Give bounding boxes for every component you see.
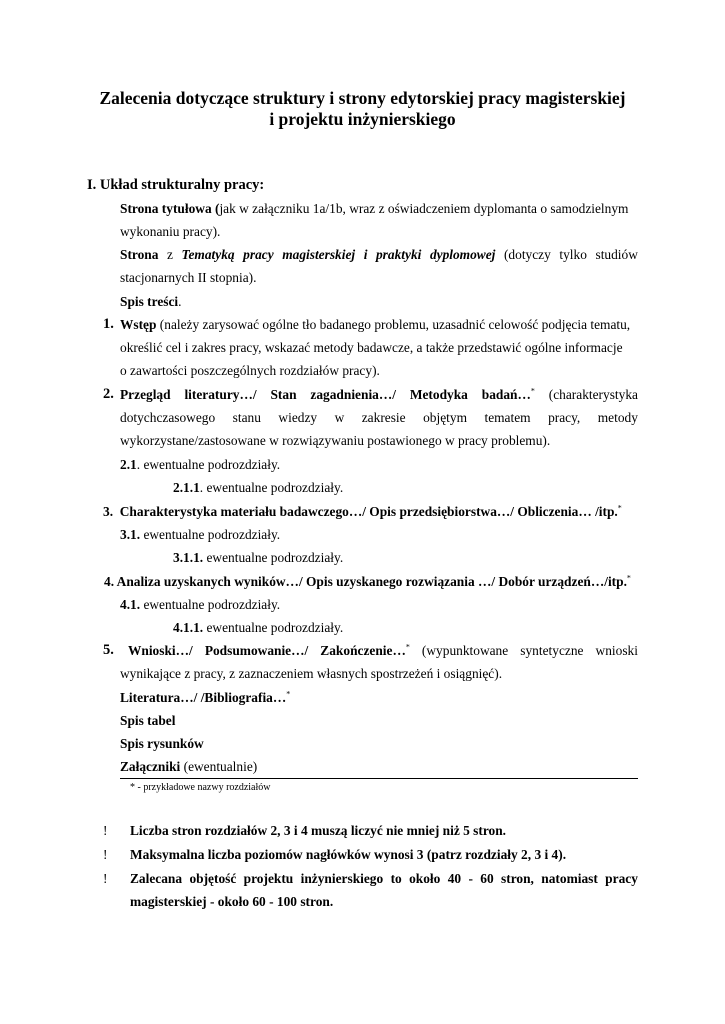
footnote: * - przykładowe nazwy rozdziałów: [130, 782, 271, 793]
literatura-label: Literatura…/ /Bibliografia…: [120, 690, 287, 705]
word: projektu: [243, 871, 294, 886]
word: w: [334, 410, 345, 425]
word: Strona: [120, 247, 159, 262]
word: metody: [597, 410, 638, 425]
literatura: [120, 689, 290, 706]
subsubsection-text: ewentualne podrozdziały.: [203, 550, 344, 565]
word: 60: [480, 871, 494, 886]
word: Zalecana: [130, 871, 183, 886]
word: stanu: [232, 410, 261, 425]
item-1-number: 1.: [103, 316, 114, 332]
subsubsection-text: . ewentualne podrozdziały.: [199, 480, 344, 495]
word: praktyki: [375, 247, 422, 262]
note-1-mark: !: [103, 823, 108, 838]
word: około: [409, 871, 441, 886]
footnote-star: *: [617, 503, 622, 513]
word: pracy: [605, 871, 638, 886]
subsubsection-text: ewentualne podrozdziały.: [203, 620, 344, 635]
word: wiedzy: [278, 410, 318, 425]
section-heading: I. Układ strukturalny pracy:: [87, 177, 265, 193]
subsubsection-number: 4.1.1.: [173, 620, 204, 635]
word: syntetyczne: [520, 643, 584, 658]
footnote-star: *: [626, 573, 631, 583]
word: stron,: [501, 871, 534, 886]
word: zakresie: [361, 410, 406, 425]
strona-tematyka-line-2: stacjonarnych II stopnia).: [120, 270, 257, 285]
item-1-text: (należy zarysować ogólne tło badanego problemu, uzasadnić celowość podjęcia tematu,: [156, 317, 631, 332]
word: Stan: [270, 387, 297, 402]
word: dotychczasowego: [120, 410, 216, 425]
subsection-number: 4.1.: [120, 597, 141, 612]
subsection-number: 2.1: [120, 457, 137, 472]
word: 40: [447, 871, 462, 886]
word: objętość: [189, 871, 237, 886]
item-4-label: 4. Analiza uzyskanych wyników…/ Opis uzyskanego rozwiązania …/ Dobór urządzeń…/itp.: [104, 574, 627, 589]
item-3-label: Charakterystyka materiału badawczego…/ Opis przedsiębiorstwa…/ Obliczenia… /itp.: [119, 504, 618, 519]
word: -: [468, 871, 473, 886]
zalaczniki: [120, 758, 257, 775]
subsection-text: ewentualne podrozdziały.: [140, 597, 281, 612]
word: tylko: [559, 247, 587, 262]
word: z: [167, 247, 173, 262]
word: Podsumowanie…/: [204, 643, 309, 658]
word: pracy: [243, 247, 274, 262]
note-3-mark: !: [103, 871, 108, 886]
strona-tematyka-line-1: [120, 246, 638, 263]
item-2-line-1: [120, 386, 638, 403]
page-title-line-1: Zalecenia dotyczące struktury i strony edytorskiej pracy magisterskiej: [99, 88, 626, 108]
word: (charakterystyka: [548, 387, 638, 402]
zalaczniki-text: (ewentualnie): [180, 759, 258, 774]
footnote-star: *: [530, 386, 535, 396]
item-4-subsubsection: [173, 619, 343, 636]
item-5-line-2: wynikające z pracy, z zaznaczeniem własnych spostrzeżeń i osiągnięć).: [120, 666, 503, 681]
note-2-mark: !: [103, 847, 108, 862]
spis-tresci: [120, 293, 182, 310]
zalaczniki-label: Załączniki: [120, 759, 181, 774]
subsubsection-number: 2.1.1: [173, 480, 200, 495]
strona-tytulowa-text: jak w załączniku 1a/1b, wraz z oświadczeniem dyplomanta o samodzielnym: [219, 201, 629, 216]
word: to: [390, 871, 402, 886]
spis-tresci-dot: .: [178, 294, 182, 309]
word: pracy,: [548, 410, 581, 425]
word: natomiast: [541, 871, 598, 886]
word: Wnioski…/: [128, 643, 193, 658]
word: wnioski: [595, 643, 638, 658]
page-title-line-2: i projektu inżynierskiego: [269, 109, 456, 129]
subsection-number: 3.1.: [120, 527, 141, 542]
footnote-star: *: [286, 689, 291, 699]
item-1-line-1: [120, 316, 630, 333]
strona-tytulowa-line-1: [120, 200, 628, 217]
spis-rysunkow: Spis rysunków: [120, 736, 204, 751]
subsection-text: ewentualne podrozdziały.: [140, 527, 281, 542]
footnote-divider: [120, 778, 638, 779]
note-1: Liczba stron rozdziałów 2, 3 i 4 muszą liczyć nie mniej niż 5 stron.: [130, 823, 507, 838]
item-1-label: Wstęp: [120, 317, 157, 332]
word: Metodyka: [409, 387, 468, 402]
item-3-number: 3.: [103, 504, 114, 519]
item-2-subsection: [120, 456, 280, 473]
item-3-subsection: [120, 526, 280, 543]
word: dyplomowej: [429, 247, 496, 262]
word: Tematyką: [181, 247, 235, 262]
subsubsection-number: 3.1.1.: [173, 550, 204, 565]
footnote-star: *: [405, 642, 410, 652]
item-5-number: 5.: [103, 642, 114, 658]
word: magisterskiej: [282, 247, 356, 262]
word: tematem: [484, 410, 531, 425]
word: (wypunktowane: [421, 643, 509, 658]
strona-tytulowa-label: Strona tytułowa (: [120, 201, 220, 216]
item-4-line-1: [104, 573, 631, 590]
item-3-line-1: [103, 503, 622, 520]
item-1-line-3: o zawartości poszczególnych rozdziałów pracy).: [120, 363, 380, 378]
item-3-subsubsection: [173, 549, 343, 566]
word: inżynierskiego: [300, 871, 384, 886]
word: (dotyczy: [503, 247, 551, 262]
word: i: [363, 247, 368, 262]
word: literatury…/: [184, 387, 257, 402]
item-2-subsubsection: [173, 479, 343, 496]
item-2-line-3: wykorzystane/zastosowane w rozwiązywaniu postawionego w pracy problemu).: [120, 433, 551, 448]
item-5-line-1: [128, 642, 638, 659]
word: objętym: [423, 410, 467, 425]
word: badań…: [481, 387, 531, 402]
item-2-number: 2.: [103, 386, 114, 402]
item-2-line-2: [120, 409, 638, 426]
note-3-line-1: [130, 870, 638, 887]
subsection-text: . ewentualne podrozdziały.: [136, 457, 281, 472]
item-1-line-2: określić cel i zakres pracy, wskazać metody badawcze, a także przedstawić ogólne informacje: [120, 340, 623, 355]
strona-tytulowa-line-2: wykonaniu pracy).: [120, 224, 221, 239]
word: Zakończenie…: [320, 643, 406, 658]
word: studiów: [595, 247, 638, 262]
spis-tresci-label: Spis treści: [120, 294, 179, 309]
word: Przegląd: [120, 387, 171, 402]
item-4-subsection: [120, 596, 280, 613]
note-2: Maksymalna liczba poziomów nagłówków wynosi 3 (patrz rozdziały 2, 3 i 4).: [130, 847, 567, 862]
spis-tabel: Spis tabel: [120, 713, 176, 728]
word: zagadnienia…/: [310, 387, 396, 402]
note-3-line-2: magisterskiej - około 60 - 100 stron.: [130, 894, 334, 909]
